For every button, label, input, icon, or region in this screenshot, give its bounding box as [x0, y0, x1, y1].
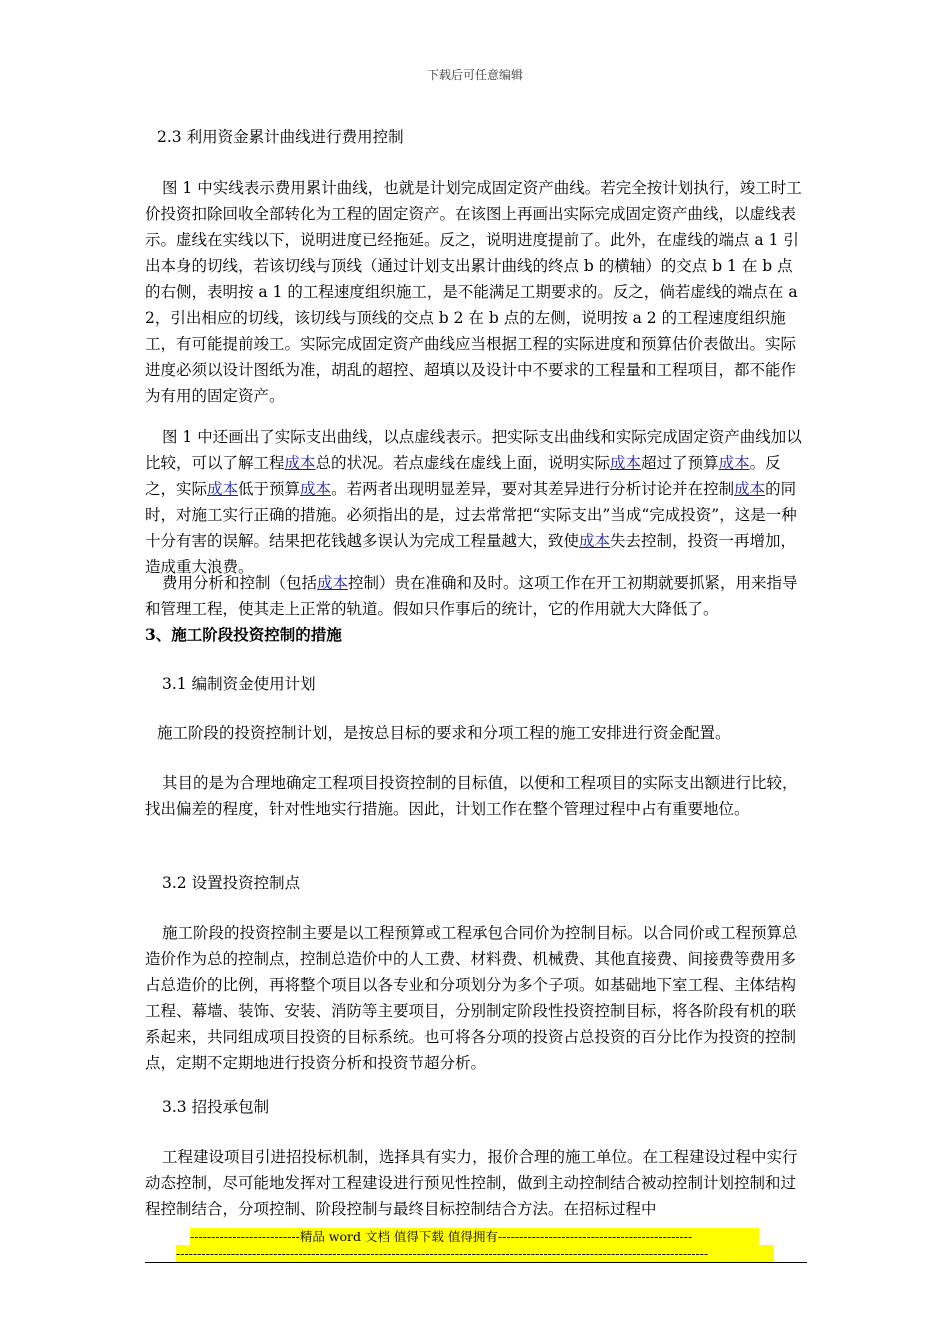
section-2-3-paragraph-2 — [145, 424, 807, 580]
cost-link[interactable]: 成本 — [579, 532, 611, 550]
text-run: 超过了预算 — [641, 454, 719, 472]
cost-link[interactable]: 成本 — [317, 574, 349, 592]
section-3-2-paragraph-1: 施工阶段的投资控制主要是以工程预算或工程承包合同价为控制目标。以合同价或工程预算总造价作为总的控制点，控制总造价中的人工费、材料费、机械费、其他直接费、间接费等费用多占总造价的比例，再将整个项目以各专业和分项划分为多个子项。如基础地下室工程、主体结构工程、幕墙、装饰、安装、消防等主要项目，分别制定阶段性投资控制目标，将各阶段有机的联系起来，共同组成项目投资的目标系统。也可将各分项的投资占总投资的百分比作为投资的控制点，定期不定期地进行投资分析和投资节超分析。 — [145, 924, 798, 1072]
cost-link[interactable]: 成本 — [718, 454, 750, 472]
section-3-2-title: 3.2 设置投资控制点 — [162, 874, 301, 892]
text-run: 费用分析和控制（包括 — [162, 574, 318, 592]
text-run: 。反之，实际 — [145, 454, 781, 498]
cost-link[interactable]: 成本 — [610, 454, 642, 472]
section-3-3-title: 3.3 招投承包制 — [162, 1098, 270, 1116]
section-3-1-title: 3.1 编制资金使用计划 — [162, 675, 316, 693]
cost-link[interactable]: 成本 — [284, 454, 316, 472]
text-run: 。若两者出现明显差异，要对其差异进行分析讨论并在控制 — [331, 480, 735, 498]
text-run: 图 1 中还画出了实际支出曲线，以点虚线表示。把实际支出曲线和实际完成固定资产曲线加以比较，可以了解工程 — [145, 428, 802, 472]
section-3-1-paragraph-2: 其目的是为合理地确定工程项目投资控制的目标值，以便和工程项目的实际支出额进行比较，找出偏差的程度，针对性地实行措施。因此，计划工作在整个管理过程中占有重要地位。 — [145, 774, 798, 818]
section-2-3-title: 2.3 利用资金累计曲线进行费用控制 — [157, 128, 404, 146]
section-3-1-paragraph-1: 施工阶段的投资控制计划，是按总目标的要求和分项工程的施工安排进行资金配置。 — [157, 724, 731, 742]
section-3-3-paragraph-1: 工程建设项目引进招投标机制，选择具有实力，报价合理的施工单位。在工程建设过程中实行动态控制，尽可能地发挥对工程建设进行预见性控制，做到主动控制结合被动控制计划控制和过程控制结合，分项控制、阶段控制与最终目标控制结合方法。在招标过程中 — [145, 1148, 798, 1218]
section-2-3-paragraph-3 — [145, 570, 807, 622]
section-2-3-paragraph-1: 图 1 中实线表示费用累计曲线，也就是计划完成固定资产曲线。若完全按计划执行，竣工时工价投资扣除回收全部转化为工程的固定资产。在该图上再画出实际完成固定资产曲线，以虚线表示。虚线在实线以下，说明进度已经拖延。反之，说明进度提前了。此外，在虚线的端点 a 1 引出本身的切线，若该切线与顶线（通过计划支出累计曲线的终点 b 的横轴）的交点 b 1 在 b 点的右侧，表明按 a 1 的工程速度组织施工，是不能满足工期要求的。反之，倘若虚线的端点在 a 2，引出相应的切线，该切线与顶线的交点 b 2 在 b 点的左侧，说明按 a 2 的工程速度组织施工，有可能提前竣工。实际完成固定资产曲线应当根据工程的实际进度和预算估价表做出。实际进度必须以设计图纸为准，胡乱的超控、超填以及设计中不要求的工程量和工程项目，都不能作为有用的固定资产。 — [145, 179, 802, 405]
text-run: 控制）贵在准确和及时。这项工作在开工初期就要抓紧，用来指导和管理工程，使其走上正常的轨道。假如只作事后的统计，它的作用就大大降低了。 — [145, 574, 798, 618]
cost-link[interactable]: 成本 — [300, 480, 332, 498]
footer-line-2: ------------------------------------------------------------------------------------------------------------------------------ — [176, 1245, 774, 1262]
text-run: 低于预算 — [238, 480, 301, 498]
footer-divider — [145, 1262, 807, 1263]
page-header: 下载后可任意编辑 — [426, 68, 523, 82]
footer-line-1: --------------------------精品 word 文档 值得下载 值得拥有---------------------------------------------- — [190, 1228, 759, 1245]
cost-link[interactable]: 成本 — [207, 480, 239, 498]
text-run: 的同时，对施工实行正确的措施。必须指出的是，过去常常把“实际支出”当成“完成投资”，这是一种十分有害的误解。结果把花钱越多误认为完成工程量越大，致使 — [145, 480, 797, 550]
text-run: 失去控制，投资一再增加，造成重大浪费。 — [145, 532, 797, 576]
text-run: 总的状况。若点虚线在虚线上面，说明实际 — [315, 454, 611, 472]
section-3-title: 3、施工阶段投资控制的措施 — [145, 625, 342, 644]
cost-link[interactable]: 成本 — [734, 480, 766, 498]
